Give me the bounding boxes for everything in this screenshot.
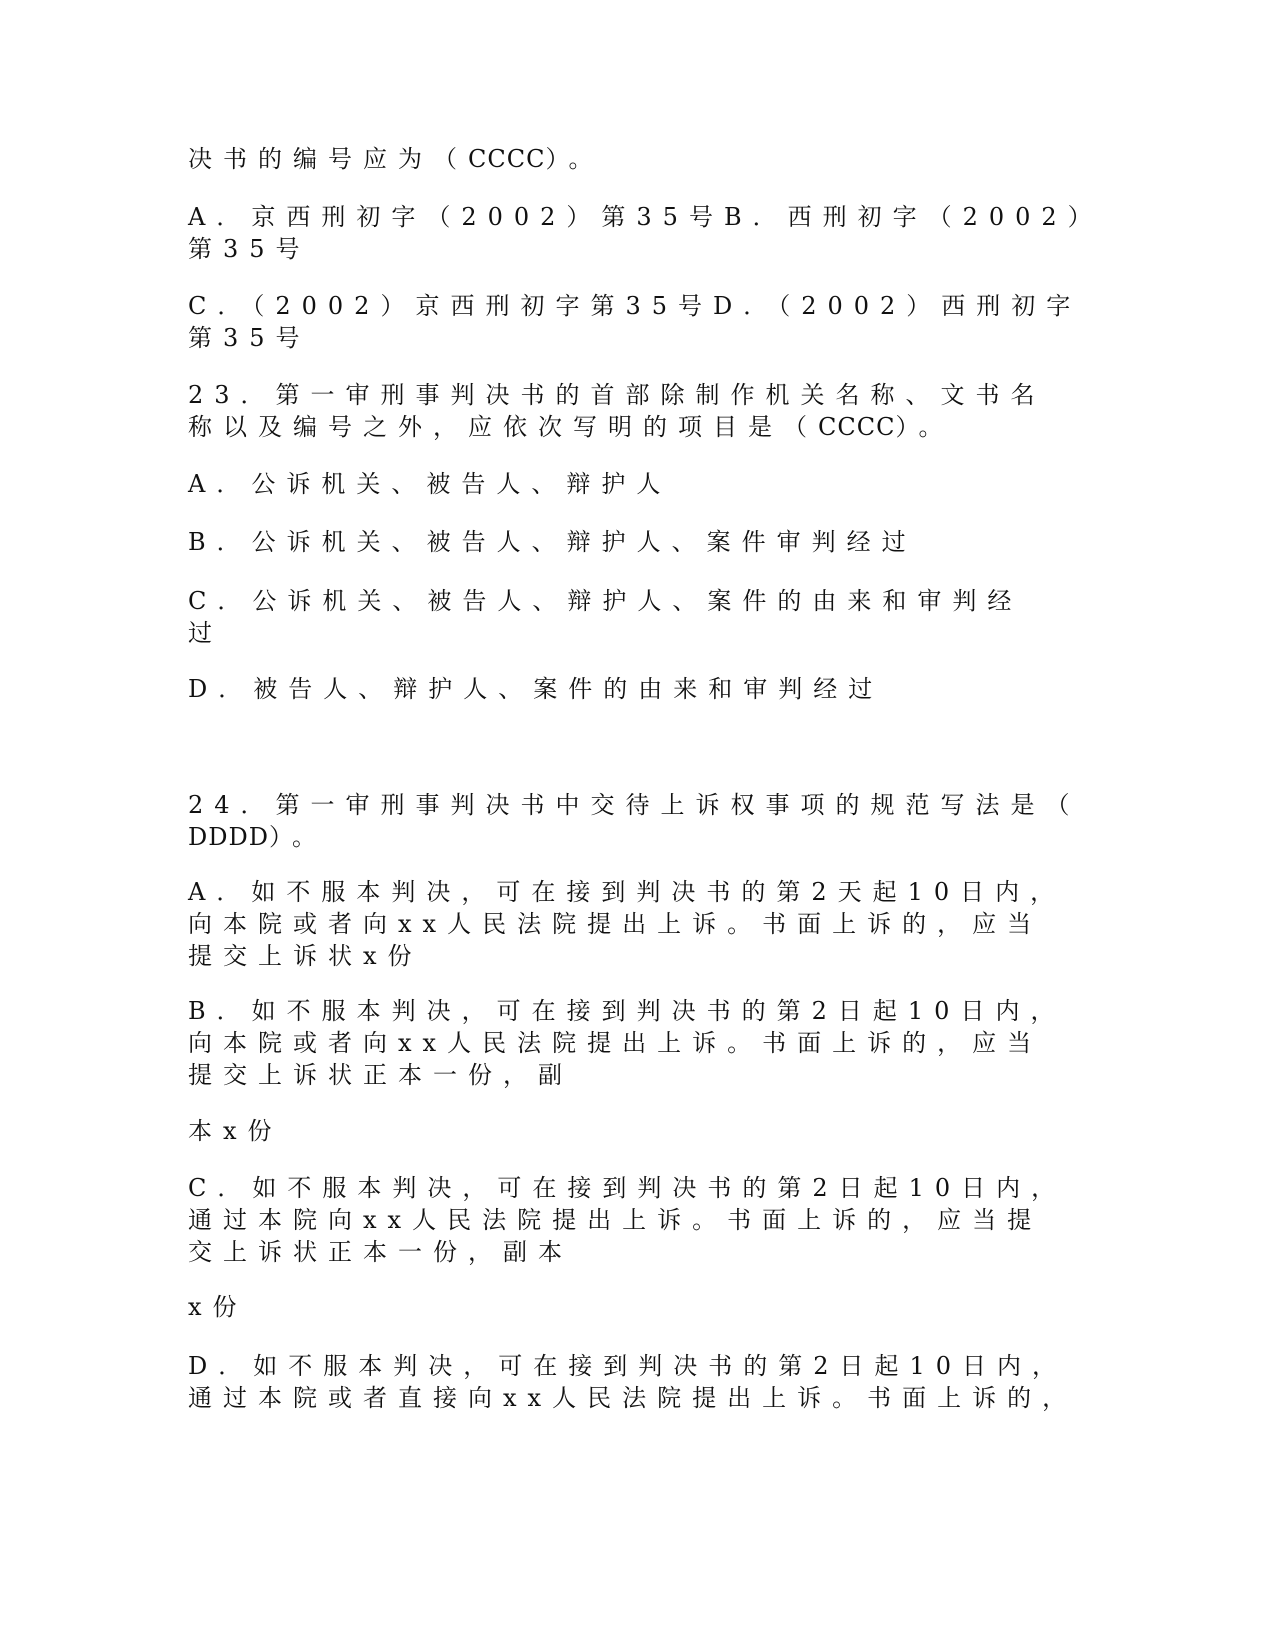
q22-options-ab	[188, 201, 1103, 265]
q23-stem-line2	[188, 411, 1088, 443]
q23-option-c-line2: 过	[188, 619, 223, 647]
q24-option-a	[188, 876, 1088, 972]
q23-stem-line2-text: 称以及编号之外，应依次写明的项目是（	[188, 413, 818, 441]
q22-options-cd	[188, 290, 1088, 354]
q24-option-b	[188, 995, 1088, 1091]
q22-answer: CCCC	[468, 145, 546, 173]
q23-answer: CCCC	[818, 413, 896, 441]
q23-option-c	[188, 585, 1088, 649]
q24-option-c-line1: C．如不服本判决，可在接到判决书的第2日起10日内，	[188, 1174, 1067, 1202]
q22-stem-end: ）。	[545, 145, 604, 173]
q22-options-cd-line2: 第35号	[188, 324, 311, 352]
q23-stem-end: ）。	[895, 413, 954, 441]
q24-stem-line2	[188, 821, 1088, 853]
q23-option-d: D．被告人、辩护人、案件的由来和审判经过	[188, 675, 884, 703]
q24-option-c	[188, 1172, 1088, 1268]
q23-option-a: A．公诉机关、被告人、辩护人	[188, 470, 672, 498]
q23-stem-line1: 23．第一审刑事判决书的首部除制作机关名称、文书名	[188, 381, 1046, 409]
q22-options-ab-line2: 第35号	[188, 235, 311, 263]
q24-option-d	[188, 1350, 1088, 1414]
q23-stem	[188, 379, 1088, 443]
q24-stem-end: ）。	[268, 823, 327, 851]
q24-option-b-line3: 提交上诉状正本一份，副	[188, 1061, 573, 1089]
q23-option-b: B．公诉机关、被告人、辩护人、案件审判经过	[188, 528, 917, 556]
q24-option-a-line2: 向本院或者向xx人民法院提出上诉。书面上诉的，应当	[188, 910, 1043, 938]
q22-stem-text: 决书的编号应为（	[188, 145, 468, 173]
q24-stem	[188, 789, 1088, 853]
q22-stem-tail	[188, 143, 1088, 175]
q24-option-d-line1: D．如不服本判决，可在接到判决书的第2日起10日内，	[188, 1352, 1068, 1380]
q24-option-c-continued: x份	[188, 1293, 248, 1321]
q23-option-c-line1: C．公诉机关、被告人、辩护人、案件的由来和审判经	[188, 587, 1023, 615]
q24-option-b-line2: 向本院或者向xx人民法院提出上诉。书面上诉的，应当	[188, 1029, 1043, 1057]
q24-option-a-line1: A．如不服本判决，可在接到判决书的第2天起10日内，	[188, 878, 1066, 906]
q24-option-b-line1: B．如不服本判决，可在接到判决书的第2日起10日内，	[188, 997, 1066, 1025]
q24-option-c-line2: 通过本院向xx人民法院提出上诉。书面上诉的，应当提	[188, 1206, 1043, 1234]
q24-option-c-line3: 交上诉状正本一份，副本	[188, 1238, 573, 1266]
q22-options-cd-line1: C．（2002）京西刑初字第35号D．（2002）西刑初字	[188, 292, 1082, 320]
q24-stem-line1: 24．第一审刑事判决书中交待上诉权事项的规范写法是（	[188, 791, 1081, 819]
q24-option-d-line2: 通过本院或者直接向xx人民法院提出上诉。书面上诉的，	[188, 1384, 1078, 1412]
q24-option-b-continued: 本x份	[188, 1117, 283, 1145]
q22-options-ab-line1: A．京西刑初字（2002）第35号B．西刑初字（2002）	[188, 203, 1103, 231]
q24-answer: DDDD	[188, 823, 269, 851]
q24-option-a-line3: 提交上诉状x份	[188, 942, 423, 970]
